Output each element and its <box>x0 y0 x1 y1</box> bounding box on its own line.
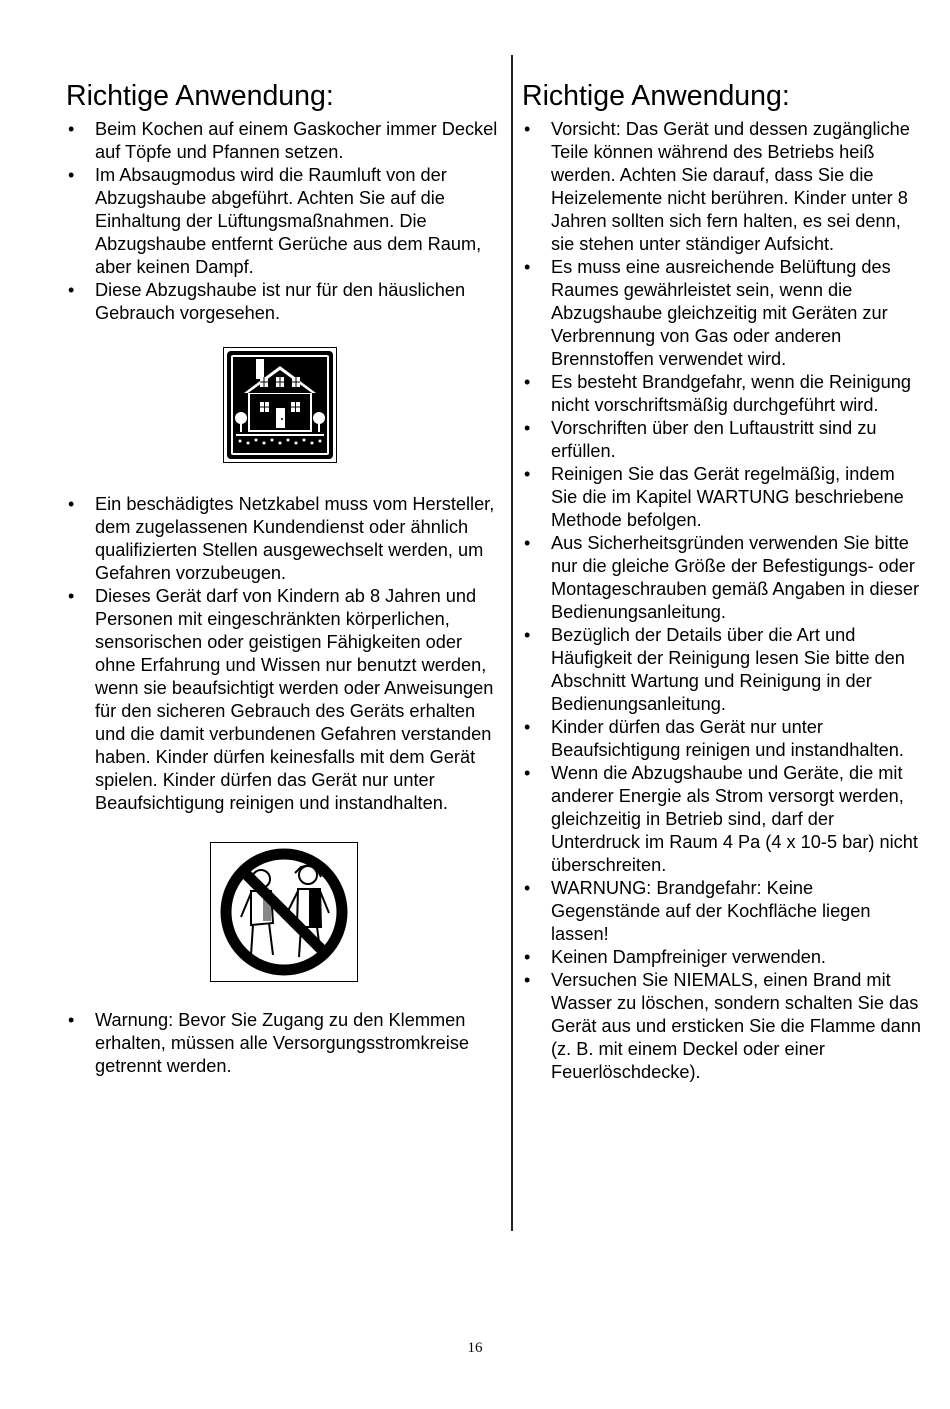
list-item: • Warnung: Bevor Sie Zugang zu den Klemmen erhalten, müssen alle Versorgungsstromkreise getrennt werden. <box>66 1009 506 1078</box>
list-item: • Es besteht Brandgefahr, wenn die Reinigung nicht vorschriftsmäßig durchgeführt wird. <box>522 371 922 417</box>
list-item: • Diese Abzugshaube ist nur für den häuslichen Gebrauch vorgesehen. <box>66 279 506 325</box>
list-item: • WARNUNG: Brandgefahr: Keine Gegenstände auf der Kochfläche liegen lassen! <box>522 877 922 946</box>
left-column <box>66 78 506 1078</box>
left-heading: Richtige Anwendung: <box>66 80 334 112</box>
right-list <box>522 118 922 1084</box>
list-item: • Es muss eine ausreichende Belüftung des Raumes gewährleistet sein, wenn die Abzugshaube gleichzeitig mit Geräten zur Verbrennung von Gas oder anderen Brennstoffen verwendet wird. <box>522 256 922 371</box>
column-divider <box>511 55 513 1231</box>
list-item: • Dieses Gerät darf von Kindern ab 8 Jahren und Personen mit eingeschränkten körperlichen, sensorischen oder geistigen Fähigkeiten oder ohne Erfahrung und Wissen nur benutzt werden, wenn sie beaufsichtigt werden oder Anweisungen für den sicheren Gebrauch des Geräts erhalten und die damit verbundenen Gefahren verstanden haben. Kinder dürfen keinesfalls mit dem Gerät spielen. Kinder dürfen das Gerät nur unter Beaufsichtigung reinigen und instandhalten. <box>66 585 506 815</box>
list-item: • Vorsicht: Das Gerät und dessen zugängliche Teile können während des Betriebs heiß werden. Achten Sie darauf, dass Sie die Heizelemente nicht berühren. Kinder unter 8 Jahren sollten sich fern halten, es sei denn, sie stehen unter ständiger Aufsicht. <box>522 118 922 256</box>
list-item: • Reinigen Sie das Gerät regelmäßig, indem Sie die im Kapitel WARTUNG beschriebene Methode befolgen. <box>522 463 922 532</box>
list-item: • Aus Sicherheitsgründen verwenden Sie bitte nur die gleiche Größe der Befestigungs- oder Montageschrauben gemäß Angaben in dieser Bedienungsanleitung. <box>522 532 922 624</box>
list-item: • Wenn die Abzugshaube und Geräte, die mit anderer Energie als Strom versorgt werden, gleichzeitig in Betrieb sind, darf der Unterdruck im Raum 4 Pa (4 x 10-5 bar) nicht überschreiten. <box>522 762 922 877</box>
list-item: • Vorschriften über den Luftaustritt sind zu erfüllen. <box>522 417 922 463</box>
left-list-c <box>66 1009 506 1078</box>
left-list-b <box>66 493 506 815</box>
list-item: • Bezüglich der Details über die Art und Häufigkeit der Reinigung lesen Sie bitte den Abschnitt Wartung und Reinigung in der Bedienungsanleitung. <box>522 624 922 716</box>
household-house-icon <box>223 347 337 463</box>
list-item: • Beim Kochen auf einem Gaskocher immer Deckel auf Töpfe und Pfannen setzen. <box>66 118 506 164</box>
right-heading: Richtige Anwendung: <box>522 80 790 112</box>
list-item: • Keinen Dampfreiniger verwenden. <box>522 946 922 969</box>
right-column <box>522 78 922 1084</box>
left-list-a <box>66 118 506 325</box>
list-item: • Ein beschädigtes Netzkabel muss vom Hersteller, dem zugelassenen Kundendienst oder ähnlich qualifizierten Stellen ausgewechselt werden, um Gefahren vorzubeugen. <box>66 493 506 585</box>
list-item: • Versuchen Sie NIEMALS, einen Brand mit Wasser zu löschen, sondern schalten Sie das Gerät aus und ersticken Sie die Flamme dann (z. B. mit einem Deckel oder einer Feuerlöschdecke). <box>522 969 922 1084</box>
page-number: 16 <box>467 1340 483 1356</box>
list-item: • Kinder dürfen das Gerät nur unter Beaufsichtigung reinigen und instandhalten. <box>522 716 922 762</box>
list-item: • Im Absaugmodus wird die Raumluft von der Abzugshaube abgeführt. Achten Sie auf die Einhaltung der Lüftungsmaßnahmen. Die Abzugshaube entfernt Gerüche aus dem Raum, aber keinen Dampf. <box>66 164 506 279</box>
no-children-playing-icon <box>210 842 358 982</box>
